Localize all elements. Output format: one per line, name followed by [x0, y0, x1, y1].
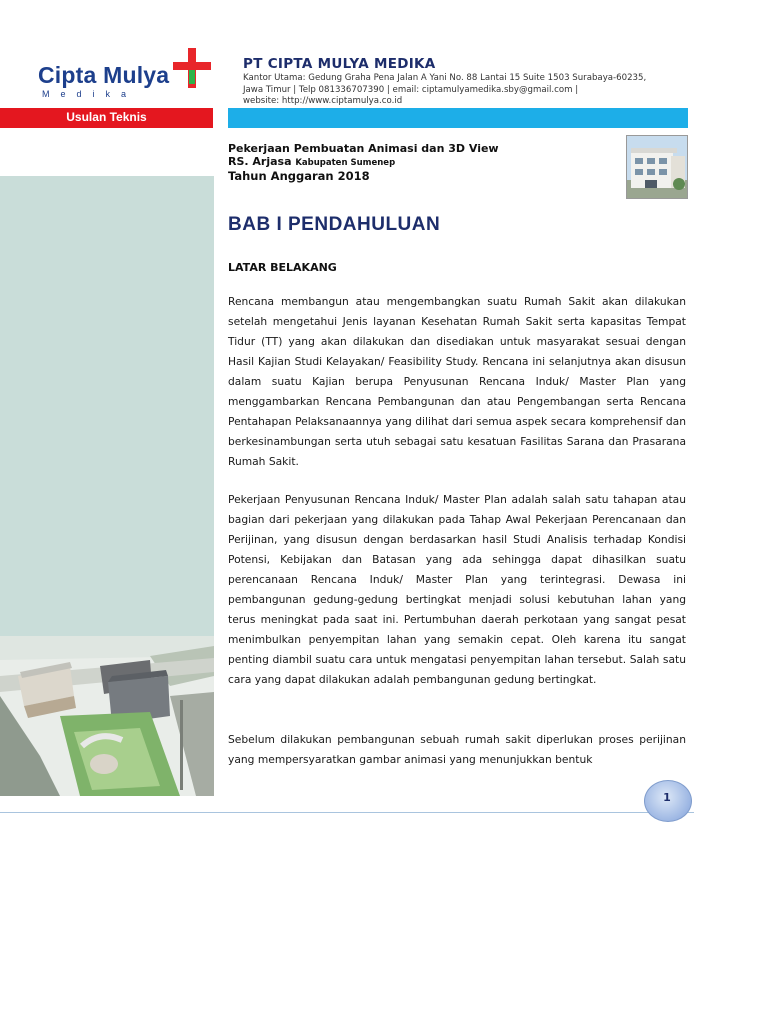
section-label: Usulan Teknis [66, 110, 147, 124]
footer-divider [0, 812, 694, 813]
project-year: Tahun Anggaran 2018 [228, 169, 370, 183]
project-hospital: RS. Arjasa [228, 155, 296, 168]
logo-sub-text: Medika [42, 89, 138, 99]
page-number: 1 [663, 791, 671, 804]
header-accent-bar [228, 108, 688, 128]
address-line: website: http://www.ciptamulya.co.id [243, 96, 403, 106]
medical-cross-accent [189, 70, 195, 84]
project-info [228, 142, 499, 183]
body-paragraph: Pekerjaan Penyusunan Rencana Induk/ Master Plan adalah salah satu tahapan atau bagian dari pekerjaan yang dilakukan pada Tahap Awal Pekerjaan Perencanaan dan Perijinan, yang disusun dengan berdasarkan hasil Studi Analisis terhadap Kondisi Potensi, Kebijakan dan Batasan yang ada sehingga dapat dihasilkan suatu perencanaan Rencana Induk/ Master Plan yang terintegrasi. Dewasa ini pembangunan gedung-gedung bertingkat menjadi solusi kebutuhan lahan yang terus meningkat pada saat ini. Pertumbuhan daerah perkotaan yang sangat pesat menimbulkan penyempitan lahan yang semakin cepat. Oleh karena itu sangat penting diambil suatu cara untuk mengatasi penyempitan lahan tersebut. Salah satu cara yang dapat dilakukan adalah pembangunan gedung bertingkat. [228, 493, 686, 686]
company-logo [36, 48, 211, 104]
logo-brand-text: Cipta Mulya [38, 62, 170, 88]
left-decorative-panel [0, 176, 214, 636]
site-render-image [0, 636, 214, 796]
section-title: LATAR BELAKANG [228, 261, 337, 274]
project-regency: Kabupaten Sumenep [295, 158, 396, 168]
chapter-title: BAB I PENDAHULUAN [228, 214, 441, 235]
project-title: Pekerjaan Pembuatan Animasi dan 3D View [228, 142, 499, 155]
medical-cross-bar [173, 62, 211, 70]
company-address [243, 73, 693, 108]
address-line: Kantor Utama: Gedung Graha Pena Jalan A Yani No. 88 Lantai 15 Suite 1503 Surabaya-60235, [243, 73, 647, 83]
body-paragraph: Rencana membangun atau mengembangkan suatu Rumah Sakit akan dilakukan setelah mengetahui Jenis layanan Kesehatan Rumah Sakit serta kapasitas Tempat Tidur (TT) yang akan dilakukan dan disediakan untuk masyarakat sesuai dengan Hasil Kajian Studi Kelayakan/ Feasibility Study. Rencana ini selanjutnya akan disusun dalam suatu Kajian berupa Penyusunan Rencana Induk/ Master Plan yang menggambarkan Rencana Pembangunan dan atau Pengembangan serta Rencana Pentahapan Pelaksanaannya yang dilihat dari semua aspek secara komprehensif dan berkesinambungan serta utuh sebagai satu kesatuan Fasilitas Sarana dan Prasarana Rumah Sakit. [228, 295, 686, 468]
body-paragraph: Sebelum dilakukan pembangunan sebuah rumah sakit diperlukan proses perijinan yang mempersyaratkan gambar animasi yang menunjukkan bentuk [228, 733, 686, 766]
project-location [228, 155, 499, 170]
address-line: Jawa Timur | Telp 081336707390 | email: ciptamulyamedika.sby@gmail.com | [243, 84, 579, 95]
company-name: PT CIPTA MULYA MEDIKA [243, 56, 436, 72]
building-thumbnail [626, 135, 688, 199]
